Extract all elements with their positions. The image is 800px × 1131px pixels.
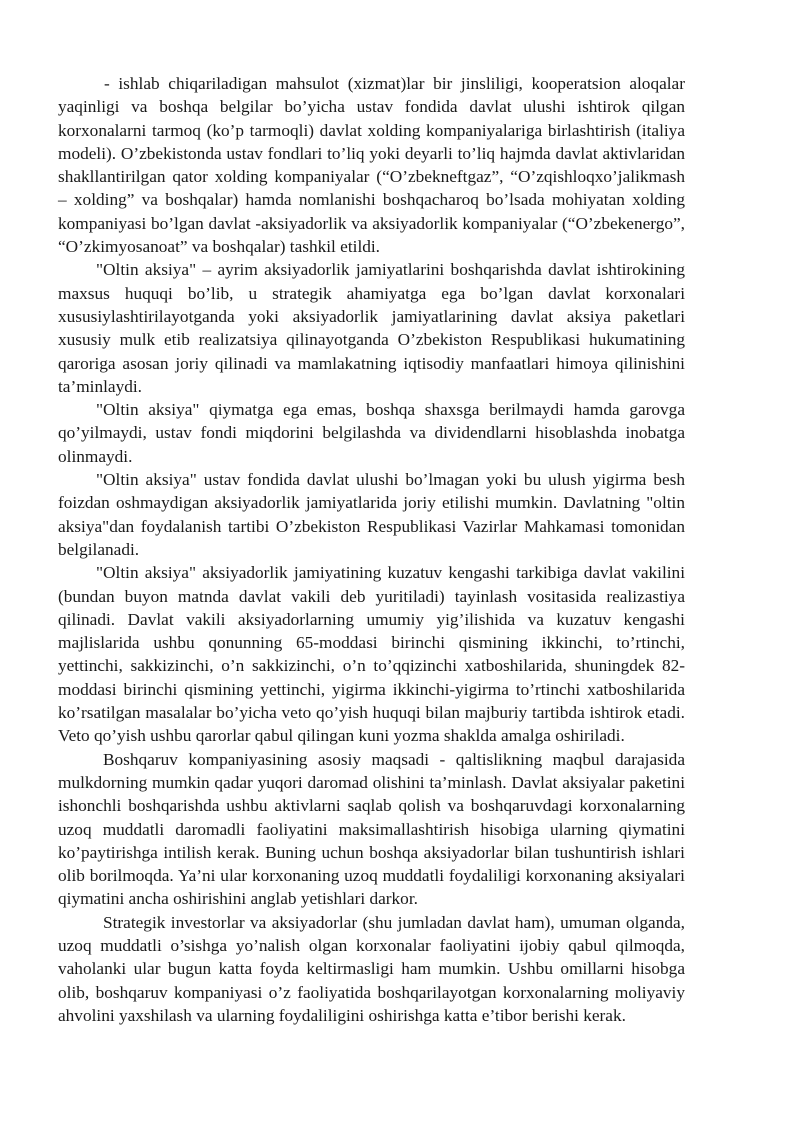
document-page (58, 72, 685, 1027)
paragraph-golden-share-definition: "Oltin aksiya" – ayrim aksiyadorlik jamiyatlarini boshqarishda davlat ishtirokining maxsus huquqi bo’lib, u strategik ahamiyatga ega bo’lgan davlat korxonalari xususiylashtirilayotganda yoki aksiyadorlik jamiyatlarining davlat aksiya paketlari xususiy mulk etib realizatsiya qilinayotganda O’zbekiston Respublikasi hukumatining qaroriga asosan joriy qilinadi va mamlakatning iqtisodiy manfaatlari himoya qilinishini ta’minlaydi. (58, 260, 685, 396)
paragraph-strategic-investors: Strategik investorlar va aksiyadorlar (shu jumladan davlat ham), umuman olganda, uzoq muddatli o’sishga yo’nalish olgan korxonalar faoliyatini ijobiy qabul qilmoqda, vaholanki ular bugun katta foyda keltirmasligi ham mumkin. Ushbu omillarni hisobga olib, boshqaruv kompaniyasi o’z faoliyatida boshqarilayotgan korxonalarning moliyaviy ahvolini yaxshilash va ularning foydaliligini oshirishga katta e’tibor berishi kerak. (58, 912, 685, 1025)
paragraph-management-company-goal: Boshqaruv kompaniyasining asosiy maqsadi - qaltislikning maqbul darajasida mulkdorning mumkin qadar yuqori daromad olishini ta’minlash. Davlat aksiyalar paketini ishonchli boshqarishda ushbu aktivlarni saqlab qolish va boshqaruvdagi korxonalarning uzoq muddatli daromadli faoliyatini maksimallashtirish hisobiga ularning qiymatini ko’paytirishga intilish kerak. Buning uchun boshqa aksiyadorlar bilan tushuntirish ishlari olib borilmoqda. Ya’ni ular korxonaning uzoq muddatli foydaliligi korxonaning aksiyalari qiymatini ancha oshirishini anglab yetishlari darkor. (58, 749, 685, 909)
paragraph-holding-companies: - ishlab chiqariladigan mahsulot (xizmat)lar bir jinsliligi, kooperatsion aloqalar yaqinligi va boshqa belgilar bo’yicha ustav fondida davlat ulushi ishtirok qilgan korxonalarni tarmoq (ko’p tarmoqli) davlat xolding kompaniyalariga birlashtirish (italiya modeli). O’zbekistonda ustav fondlari to’liq yoki deyarli to’liq hajmda davlat aktivlaridan shakllantirilgan qator xolding kompaniyalar (“O’zbekneftgaz”, “O’zqishloqxo’jalikmash – xolding” va boshqalar) hamda nomlanishi boshqacharoq bo’lsada mohiyatan xolding kompaniyasi bo’lgan davlat -aksiyadorlik va aksiyadorlik kompaniyalar (“O’zbekenergo”, “O’zkimyosanoat” va boshqalar) tashkil etildi. (58, 74, 685, 257)
paragraph-golden-share-application: "Oltin aksiya" ustav fondida davlat ulushi bo’lmagan yoki bu ulush yigirma besh foizdan oshmaydigan aksiyadorlik jamiyatlarida joriy etilishi mumkin. Davlatning "oltin aksiya"dan foydalanish tartibi O’zbekiston Respublikasi Vazirlar Mahkamasi tomonidan belgilanadi. (58, 470, 685, 559)
paragraph-state-representative: "Oltin aksiya" aksiyadorlik jamiyatining kuzatuv kengashi tarkibiga davlat vakilini (bundan buyon matnda davlat vakili deb yuritiladi) tayinlash vositasida realizastiya qilinadi. Davlat vakili aksiyadorlarning umumiy yig’ilishida va kuzatuv kengashi majlislarida ushbu qonunning 65-moddasi birinchi qismining ikkinchi, to’rtinchi, yettinchi, sakkizinchi, o’n sakkizinchi, o’n to’qqizinchi xatboshilarida, shuningdek 82-moddasi birinchi qismining yettinchi, yigirma ikkinchi-yigirma to’rtinchi xatboshilarida ko’rsatilgan masalalar bo’yicha veto qo’yish huquqi bilan majburiy tartibda ishtirok etadi. Veto qo’yish ushbu qarorlar qabul qilingan kuni yozma shaklda amalga oshiriladi. (58, 563, 685, 746)
paragraph-golden-share-value: "Oltin aksiya" qiymatga ega emas, boshqa shaxsga berilmaydi hamda garovga qo’yilmaydi, ustav fondi miqdorini belgilashda va dividendlarni hisoblashda inobatga olinmaydi. (58, 400, 685, 466)
